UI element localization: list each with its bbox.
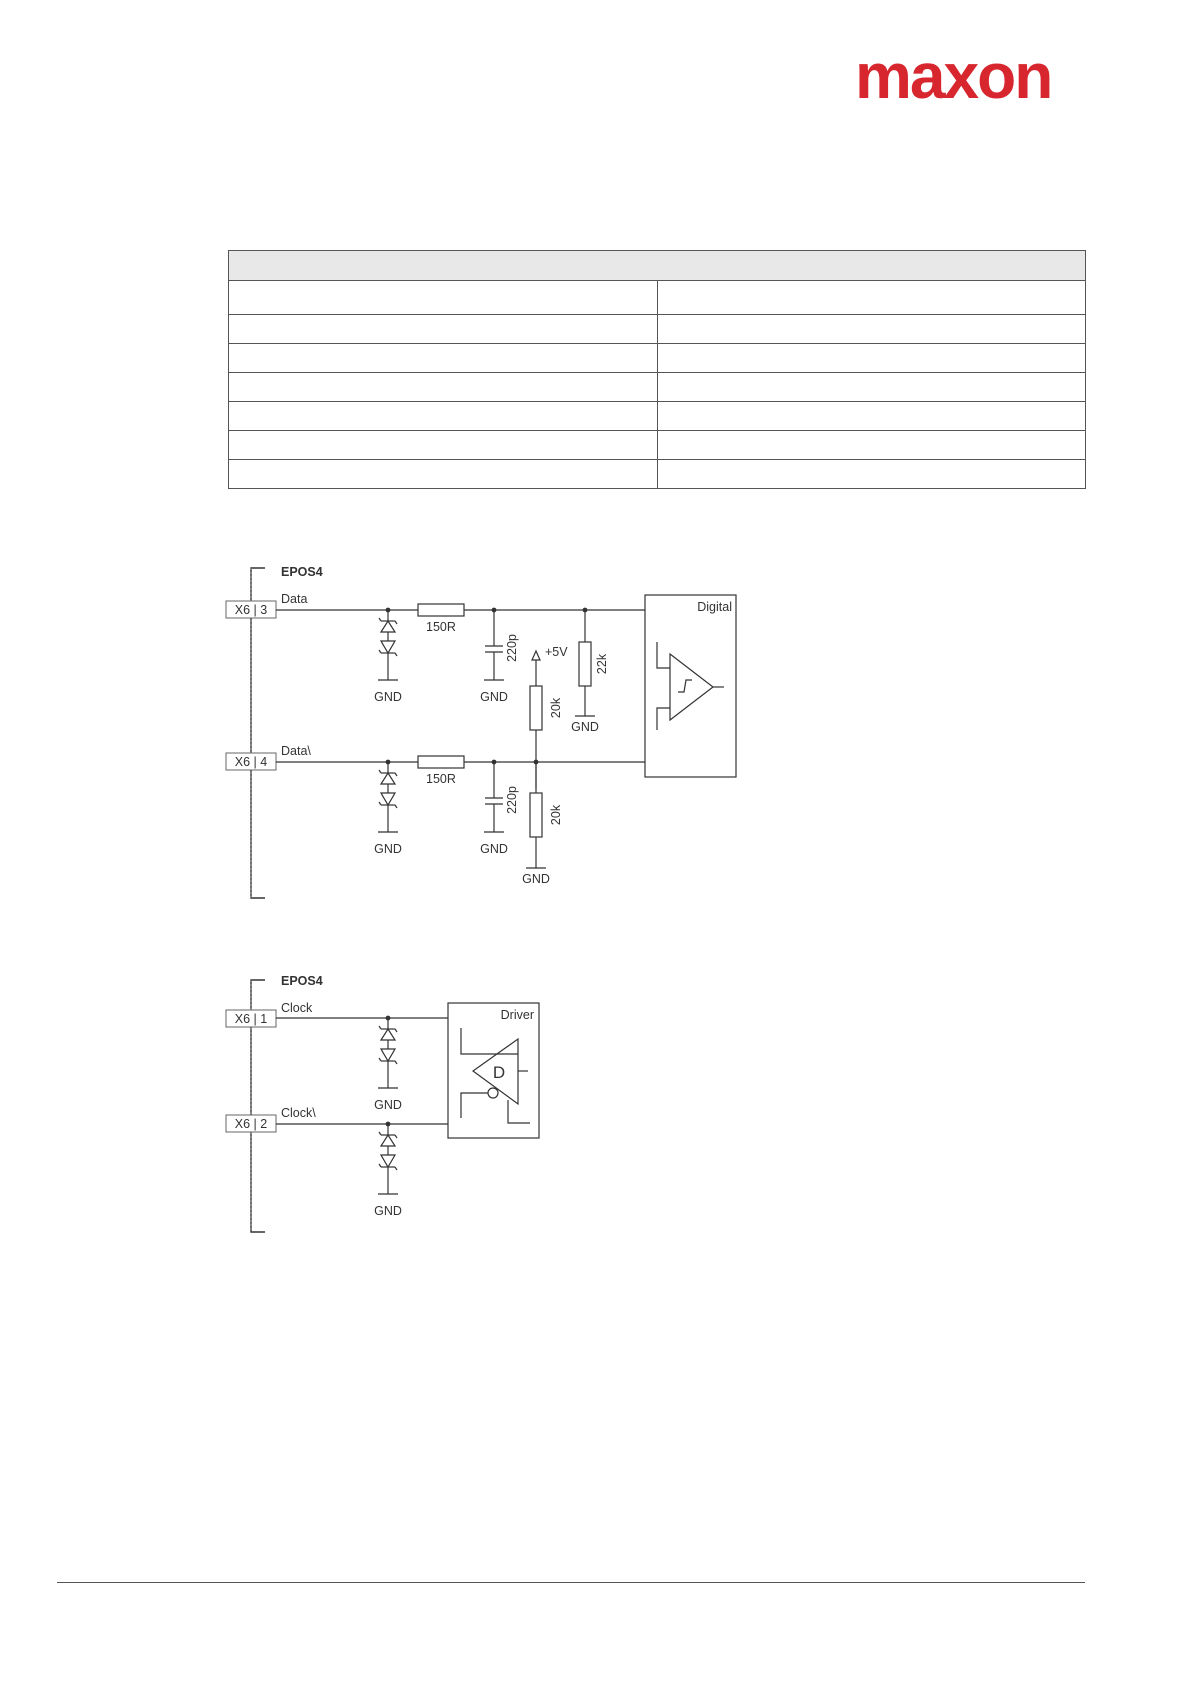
connector-label: X6 | 3 bbox=[234, 603, 268, 617]
connector-label: X6 | 1 bbox=[234, 1012, 268, 1026]
signal-label: Data bbox=[281, 592, 308, 606]
capacitor bbox=[484, 762, 504, 832]
signal-label: Clock\ bbox=[281, 1106, 316, 1120]
tvs-diode bbox=[378, 1018, 398, 1088]
resistor-label: 22k bbox=[595, 653, 609, 675]
signal-label: Data\ bbox=[281, 744, 311, 758]
footer-rule bbox=[57, 1582, 1085, 1583]
resistor-label: 150R bbox=[426, 620, 456, 634]
capacitor bbox=[484, 610, 504, 680]
gnd-label: GND bbox=[571, 720, 599, 734]
gnd-label: GND bbox=[374, 690, 402, 704]
resistor-label: 20k bbox=[549, 804, 563, 826]
resistor-label: 20k bbox=[549, 697, 563, 719]
resistor-20k-bottom bbox=[530, 793, 542, 837]
signal-label: Clock bbox=[281, 1001, 313, 1015]
driver-label: Driver bbox=[500, 1008, 534, 1022]
gnd-label: GND bbox=[374, 1204, 402, 1218]
supply-label: +5V bbox=[545, 645, 568, 659]
capacitor-label: 220p bbox=[505, 634, 519, 662]
capacitor-label: 220p bbox=[505, 786, 519, 814]
resistor-150r bbox=[418, 604, 464, 616]
tvs-diode bbox=[378, 1124, 398, 1194]
device-label: EPOS4 bbox=[281, 974, 323, 988]
tvs-diode bbox=[378, 610, 398, 680]
gnd-label: GND bbox=[480, 690, 508, 704]
device-label: EPOS4 bbox=[281, 565, 323, 579]
resistor-label: 150R bbox=[426, 772, 456, 786]
gnd-label: GND bbox=[374, 842, 402, 856]
data-circuit bbox=[226, 565, 736, 898]
resistor-22k bbox=[579, 642, 591, 686]
clock-circuit bbox=[226, 974, 539, 1232]
connector-label: X6 | 2 bbox=[234, 1117, 268, 1131]
supply-arrow-icon bbox=[532, 651, 540, 660]
driver-symbol: D bbox=[492, 1063, 506, 1082]
maxon-logo: maxon bbox=[855, 40, 1052, 112]
receiver-label: Digital bbox=[697, 600, 732, 614]
gnd-label: GND bbox=[522, 872, 550, 886]
tvs-diode bbox=[378, 762, 398, 832]
connector-label: X6 | 4 bbox=[234, 755, 268, 769]
resistor-150r bbox=[418, 756, 464, 768]
resistor-20k-top bbox=[530, 686, 542, 730]
gnd-label: GND bbox=[480, 842, 508, 856]
gnd-label: GND bbox=[374, 1098, 402, 1112]
